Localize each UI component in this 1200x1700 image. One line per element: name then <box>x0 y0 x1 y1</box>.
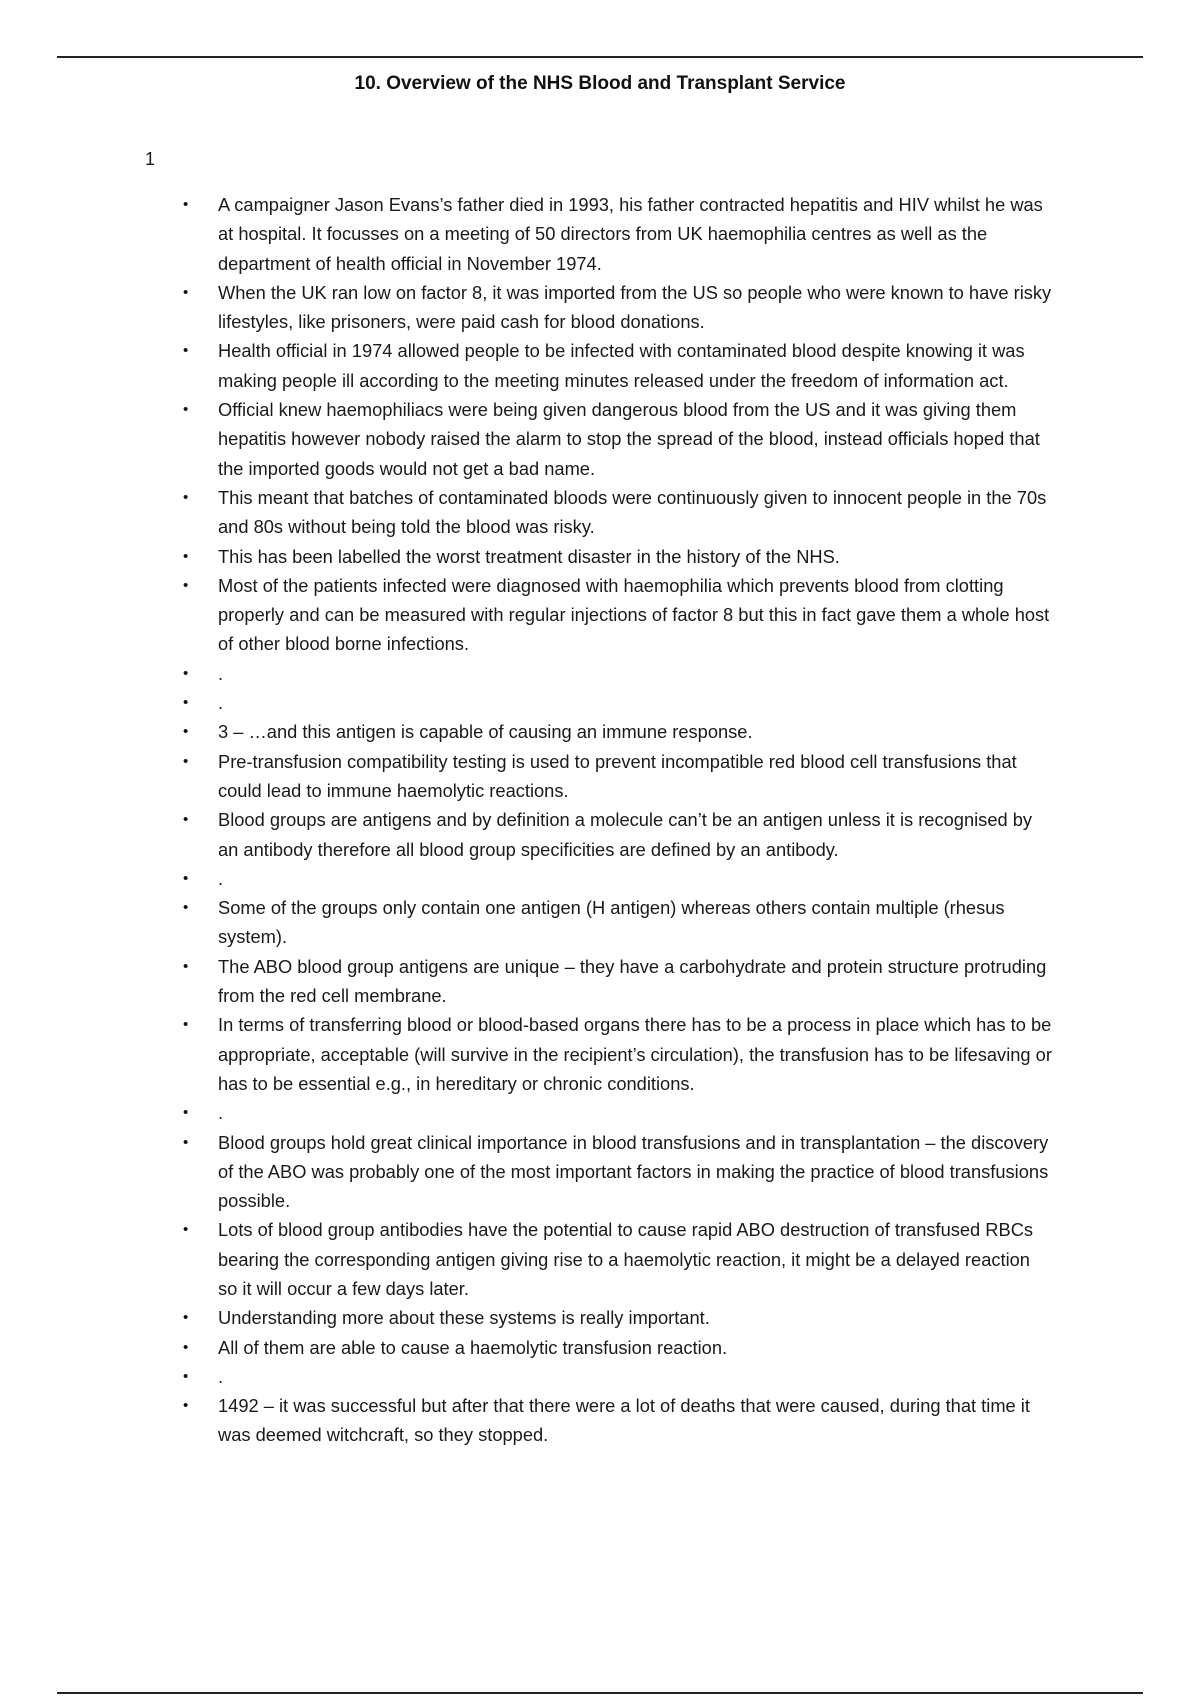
list-item <box>0 864 1053 893</box>
list-item-text: 1492 – it was successful but after that there were a lot of deaths that were caused, during that time it was deemed witchcraft, so they stopped. <box>218 1395 1030 1446</box>
bullet-icon: • <box>183 342 189 360</box>
bullet-icon: • <box>183 1367 189 1385</box>
bullet-list <box>0 190 1200 1450</box>
bullet-icon: • <box>183 694 189 712</box>
bullet-icon: • <box>183 547 189 565</box>
bullet-icon: • <box>183 283 189 301</box>
list-item-text: Health official in 1974 allowed people to be infected with contaminated blood despite knowing it was making people ill according to the meeting minutes released under the freedom of information act. <box>218 340 1025 391</box>
list-item-text: This meant that batches of contaminated bloods were continuously given to innocent people in the 70s and 80s without being told the blood was risky. <box>218 486 1047 538</box>
list-item-text: . <box>218 1365 224 1387</box>
list-item-text: Pre-transfusion compatibility testing is used to prevent incompatible red blood cell transfusions that could lead to immune haemolytic reactions. <box>218 750 1017 801</box>
list-item <box>0 1010 1053 1098</box>
bullet-icon: • <box>183 664 189 682</box>
list-item-text: Most of the patients infected were diagnosed with haemophilia which prevents blood from clotting properly and can be measured with regular injections of factor 8 but this in fact gave them a whole host of other blood borne infections. <box>218 574 1050 655</box>
list-item-text: Understanding more about these systems is really important. <box>218 1307 710 1329</box>
list-item <box>0 717 1053 746</box>
list-item <box>0 659 1053 688</box>
list-item-text: 3 – …and this antigen is capable of causing an immune response. <box>218 721 753 743</box>
bullet-icon: • <box>183 1309 189 1327</box>
list-item <box>0 278 1053 337</box>
list-item <box>0 483 1053 542</box>
list-item <box>0 542 1053 571</box>
list-item <box>0 1391 1053 1450</box>
list-item-text: Lots of blood group antibodies have the potential to cause rapid ABO destruction of transfused RBCs bearing the corresponding antigen giving rise to a haemolytic reaction, it might be a delayed reaction so it will occur a few days later. <box>218 1219 1034 1299</box>
list-item <box>0 952 1053 1011</box>
list-item-text: The ABO blood group antigens are unique – they have a carbohydrate and protein structure protruding from the red cell membrane. <box>218 955 1047 1007</box>
list-item <box>0 1333 1053 1362</box>
bullet-icon: • <box>183 401 189 419</box>
list-item <box>0 1303 1053 1332</box>
bullet-icon: • <box>183 196 189 213</box>
list-item-text: . <box>218 692 224 714</box>
list-item-text: . <box>218 662 224 684</box>
list-item-text: . <box>218 867 224 889</box>
list-item <box>0 747 1053 806</box>
bullet-icon: • <box>183 1104 189 1122</box>
bullet-icon: • <box>183 869 189 887</box>
list-item-text: Official knew haemophiliacs were being given dangerous blood from the US and it was giving them hepatitis however nobody raised the alarm to stop the spread of the blood, instead officials hoped that the imported goods would not get a bad name. <box>218 399 1040 479</box>
list-item <box>0 805 1053 864</box>
list-item-text: This has been labelled the worst treatment disaster in the history of the NHS. <box>218 545 840 567</box>
bullet-icon: • <box>183 576 189 594</box>
list-item-text: . <box>218 1102 224 1124</box>
list-item <box>0 1215 1053 1303</box>
bullet-icon: • <box>183 899 189 917</box>
list-item <box>0 1098 1053 1127</box>
list-item <box>0 395 1053 483</box>
header-rule <box>57 56 1143 58</box>
bullet-icon: • <box>183 752 189 770</box>
list-item-text: In terms of transferring blood or blood-based organs there has to be a process in place which has to be appropriate, acceptable (will survive in the recipient’s circulation), the transfusion has to be lifesaving or has to be essential e.g., in hereditary or chronic conditions. <box>218 1014 1052 1094</box>
list-item <box>0 688 1053 717</box>
bullet-icon: • <box>183 1338 189 1356</box>
list-item-text: Blood groups hold great clinical importance in blood transfusions and in transplantation – the discovery of the ABO was probably one of the most important factors in making the practice of blood transfusions possible. <box>218 1131 1049 1212</box>
list-item <box>0 1362 1053 1391</box>
bullet-icon: • <box>183 957 189 975</box>
bullet-icon: • <box>183 488 189 506</box>
list-item-text: When the UK ran low on factor 8, it was imported from the US so people who were known to have risky lifestyles, like prisoners, were paid cash for blood donations. <box>218 281 1052 333</box>
list-item-text: All of them are able to cause a haemolytic transfusion reaction. <box>218 1336 728 1358</box>
list-item-text: A campaigner Jason Evans’s father died in 1993, his father contracted hepatitis and HIV whilst he was at hospital. It focusses on a meeting of 50 directors from UK haemophilia centres as well as the department of health official in November 1974. <box>218 194 1043 274</box>
footer-rule <box>57 1692 1143 1694</box>
bullet-icon: • <box>183 1016 189 1034</box>
list-item <box>0 1128 1053 1216</box>
list-item <box>0 336 1053 395</box>
list-item <box>0 190 1053 278</box>
page-title: 10. Overview of the NHS Blood and Transplant Service <box>354 73 846 94</box>
bullet-icon: • <box>183 1133 189 1151</box>
list-item-text: Some of the groups only contain one antigen (H antigen) whereas others contain multiple (rhesus system). <box>218 897 1005 948</box>
list-item <box>0 893 1053 952</box>
section-number: 1 <box>145 149 156 169</box>
bullet-icon: • <box>183 723 189 741</box>
bullet-icon: • <box>183 1397 189 1415</box>
list-item <box>0 571 1053 659</box>
list-item-text: Blood groups are antigens and by definition a molecule can’t be an antigen unless it is recognised by an antibody therefore all blood group specificities are defined by an antibody. <box>218 809 1033 860</box>
bullet-icon: • <box>183 811 189 829</box>
bullet-icon: • <box>183 1221 189 1239</box>
